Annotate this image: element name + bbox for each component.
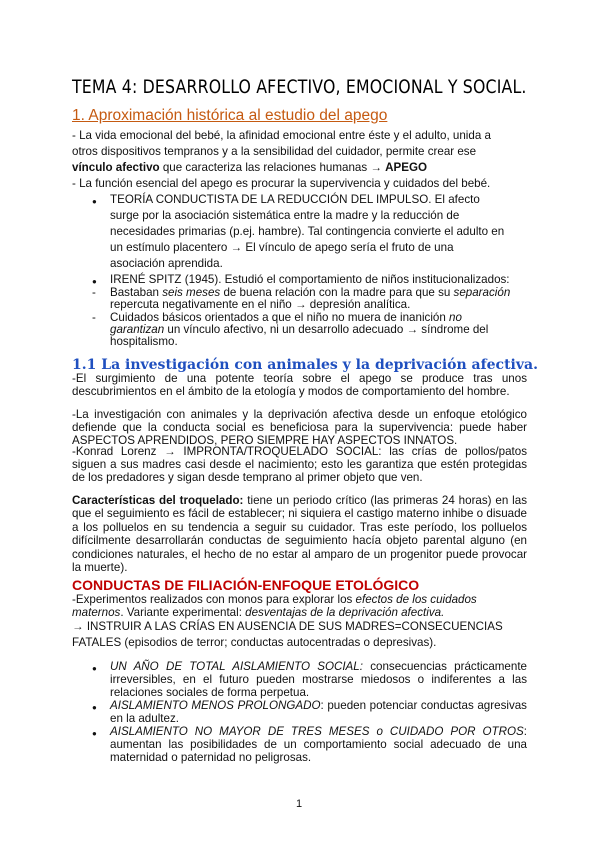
paragraph-deprivacion: -La investigación con animales y la deprivación afectiva desde un enfoque etológico defiende que la conducta social es beneficiosa para la supervivencia: puede haber ASPECTOS APRENDIDOS, PERO SIEMPRE HAY ASPECTOS INNATOS. <box>72 408 527 447</box>
dash-item-2-l3: hospitalismo. <box>110 335 178 348</box>
bullet-aislamiento-tres-meses: ● AISLAMIENTO NO MAYOR DE TRES MESES o CUIDADO POR OTROS: aumentan las posibilidades de un comportamiento social adecuado de una maternidad o paternidad no peligrosas. <box>110 725 527 764</box>
dash-item-2-l2: garantizan un vínculo afectivo, ni un desarrollo adecuado → síndrome del <box>110 323 489 336</box>
filiacion-line-2: maternos. Variante experimental: desventajas de la deprivación afectiva. <box>72 606 445 619</box>
filiacion-line-3: → INSTRUIR A LAS CRÍAS EN AUSENCIA DE SUS MADRES=CONSECUENCIAS <box>72 620 503 633</box>
section-heading-2: 1.1 La investigación con animales y la deprivación afectiva. <box>72 357 538 373</box>
bullet-spitz: ● IRENÉ SPITZ (1945). Estudió el comportamiento de niños institucionalizados: <box>110 273 510 287</box>
page-title: TEMA 4: DESARROLLO AFECTIVO, EMOCIONAL Y SOCIAL. <box>72 76 527 98</box>
dash-item-1-l2: repercuta negativamente en el niño → depresión analítica. <box>110 298 411 311</box>
paragraph-troquelado: Características del troquelado: tiene un periodo crítico (las primeras 24 horas) en las que el seguimiento es fácil de establecer; ni siquiera el castigo materno inhibe o disuade a los polluelos en su tendencia a seguir su cuidador. Tras este período, los polluelos difícilmente desarrollarán conductas de seguimiento hacía objeto parental alguno (en condiciones naturales, el hecho de no estar al amparo de un progenitor puede provocar la muerte). <box>72 494 527 575</box>
bullet-conductista-l2: surge por la asociación sistemática entre la madre y la reducción de <box>110 209 460 222</box>
bullet-conductista-l5: asociación aprendida. <box>110 257 223 270</box>
section-heading-3: CONDUCTAS DE FILIACIÓN-ENFOQUE ETOLÓGICO <box>72 577 420 593</box>
dash-item-1-l1: - Bastaban seis meses de buena relación con la madre para que su separación <box>110 286 510 300</box>
page-number: 1 <box>296 798 303 810</box>
filiacion-line-4: FATALES (episodios de terror; conductas autocentradas o depresivas). <box>72 636 437 649</box>
paragraph-etologia: -El surgimiento de una potente teoría sobre el apego se produce tras unos descubrimientos en el ámbito de la etología y modos de comportamiento del hombre. <box>72 372 527 398</box>
filiacion-line-1: -Experimentos realizados con monos para explorar los efectos de los cuidados <box>72 593 477 606</box>
intro-line-4: - La función esencial del apego es procurar la supervivencia y cuidados del bebé. <box>72 177 491 190</box>
bullet-conductista-l3: necesidades primarias (p.ej. hambre). Tal contingencia convierte el adulto en <box>110 225 505 238</box>
intro-line-2: otros dispositivos tempranos y a la sensibilidad del cuidador, permite crear ese <box>72 145 477 158</box>
bullet-conductista-l4: un estímulo placentero → El vínculo de apego sería el fruto de una <box>110 241 454 254</box>
intro-line-3: vínculo afectivo que caracteriza las relaciones humanas → APEGO <box>72 161 428 174</box>
dash-item-2-l1: - Cuidados básicos orientados a que el niño no muera de inanición no <box>110 311 462 325</box>
bullet-aislamiento-menos: ● AISLAMIENTO MENOS PROLONGADO: pueden potenciar conductas agresivas en la adultez. <box>110 699 527 725</box>
bullet-conductista-l1: ● TEORÍA CONDUCTISTA DE LA REDUCCIÓN DEL IMPULSO. El afecto <box>110 193 480 207</box>
intro-line-1: - La vida emocional del bebé, la afinidad emocional entre éste y el adulto, unida a <box>72 129 491 142</box>
paragraph-lorenz: -Konrad Lorenz → IMPRONTA/TROQUELADO SOCIAL: las crías de pollos/patos siguen a sus madres casi desde el nacimiento; esto les garantiza que estén protegidas de los predadores y sigan desde temprano al primer objeto que ven. <box>72 445 527 484</box>
section-heading-1: 1. Aproximación histórica al estudio del apego <box>72 107 388 124</box>
bullet-aislamiento-total: ● UN AÑO DE TOTAL AISLAMIENTO SOCIAL: consecuencias prácticamente irreversibles, en el futuro pueden mostrarse miedosos o indiferentes a las relaciones sociales de forma perpetua. <box>110 660 527 699</box>
